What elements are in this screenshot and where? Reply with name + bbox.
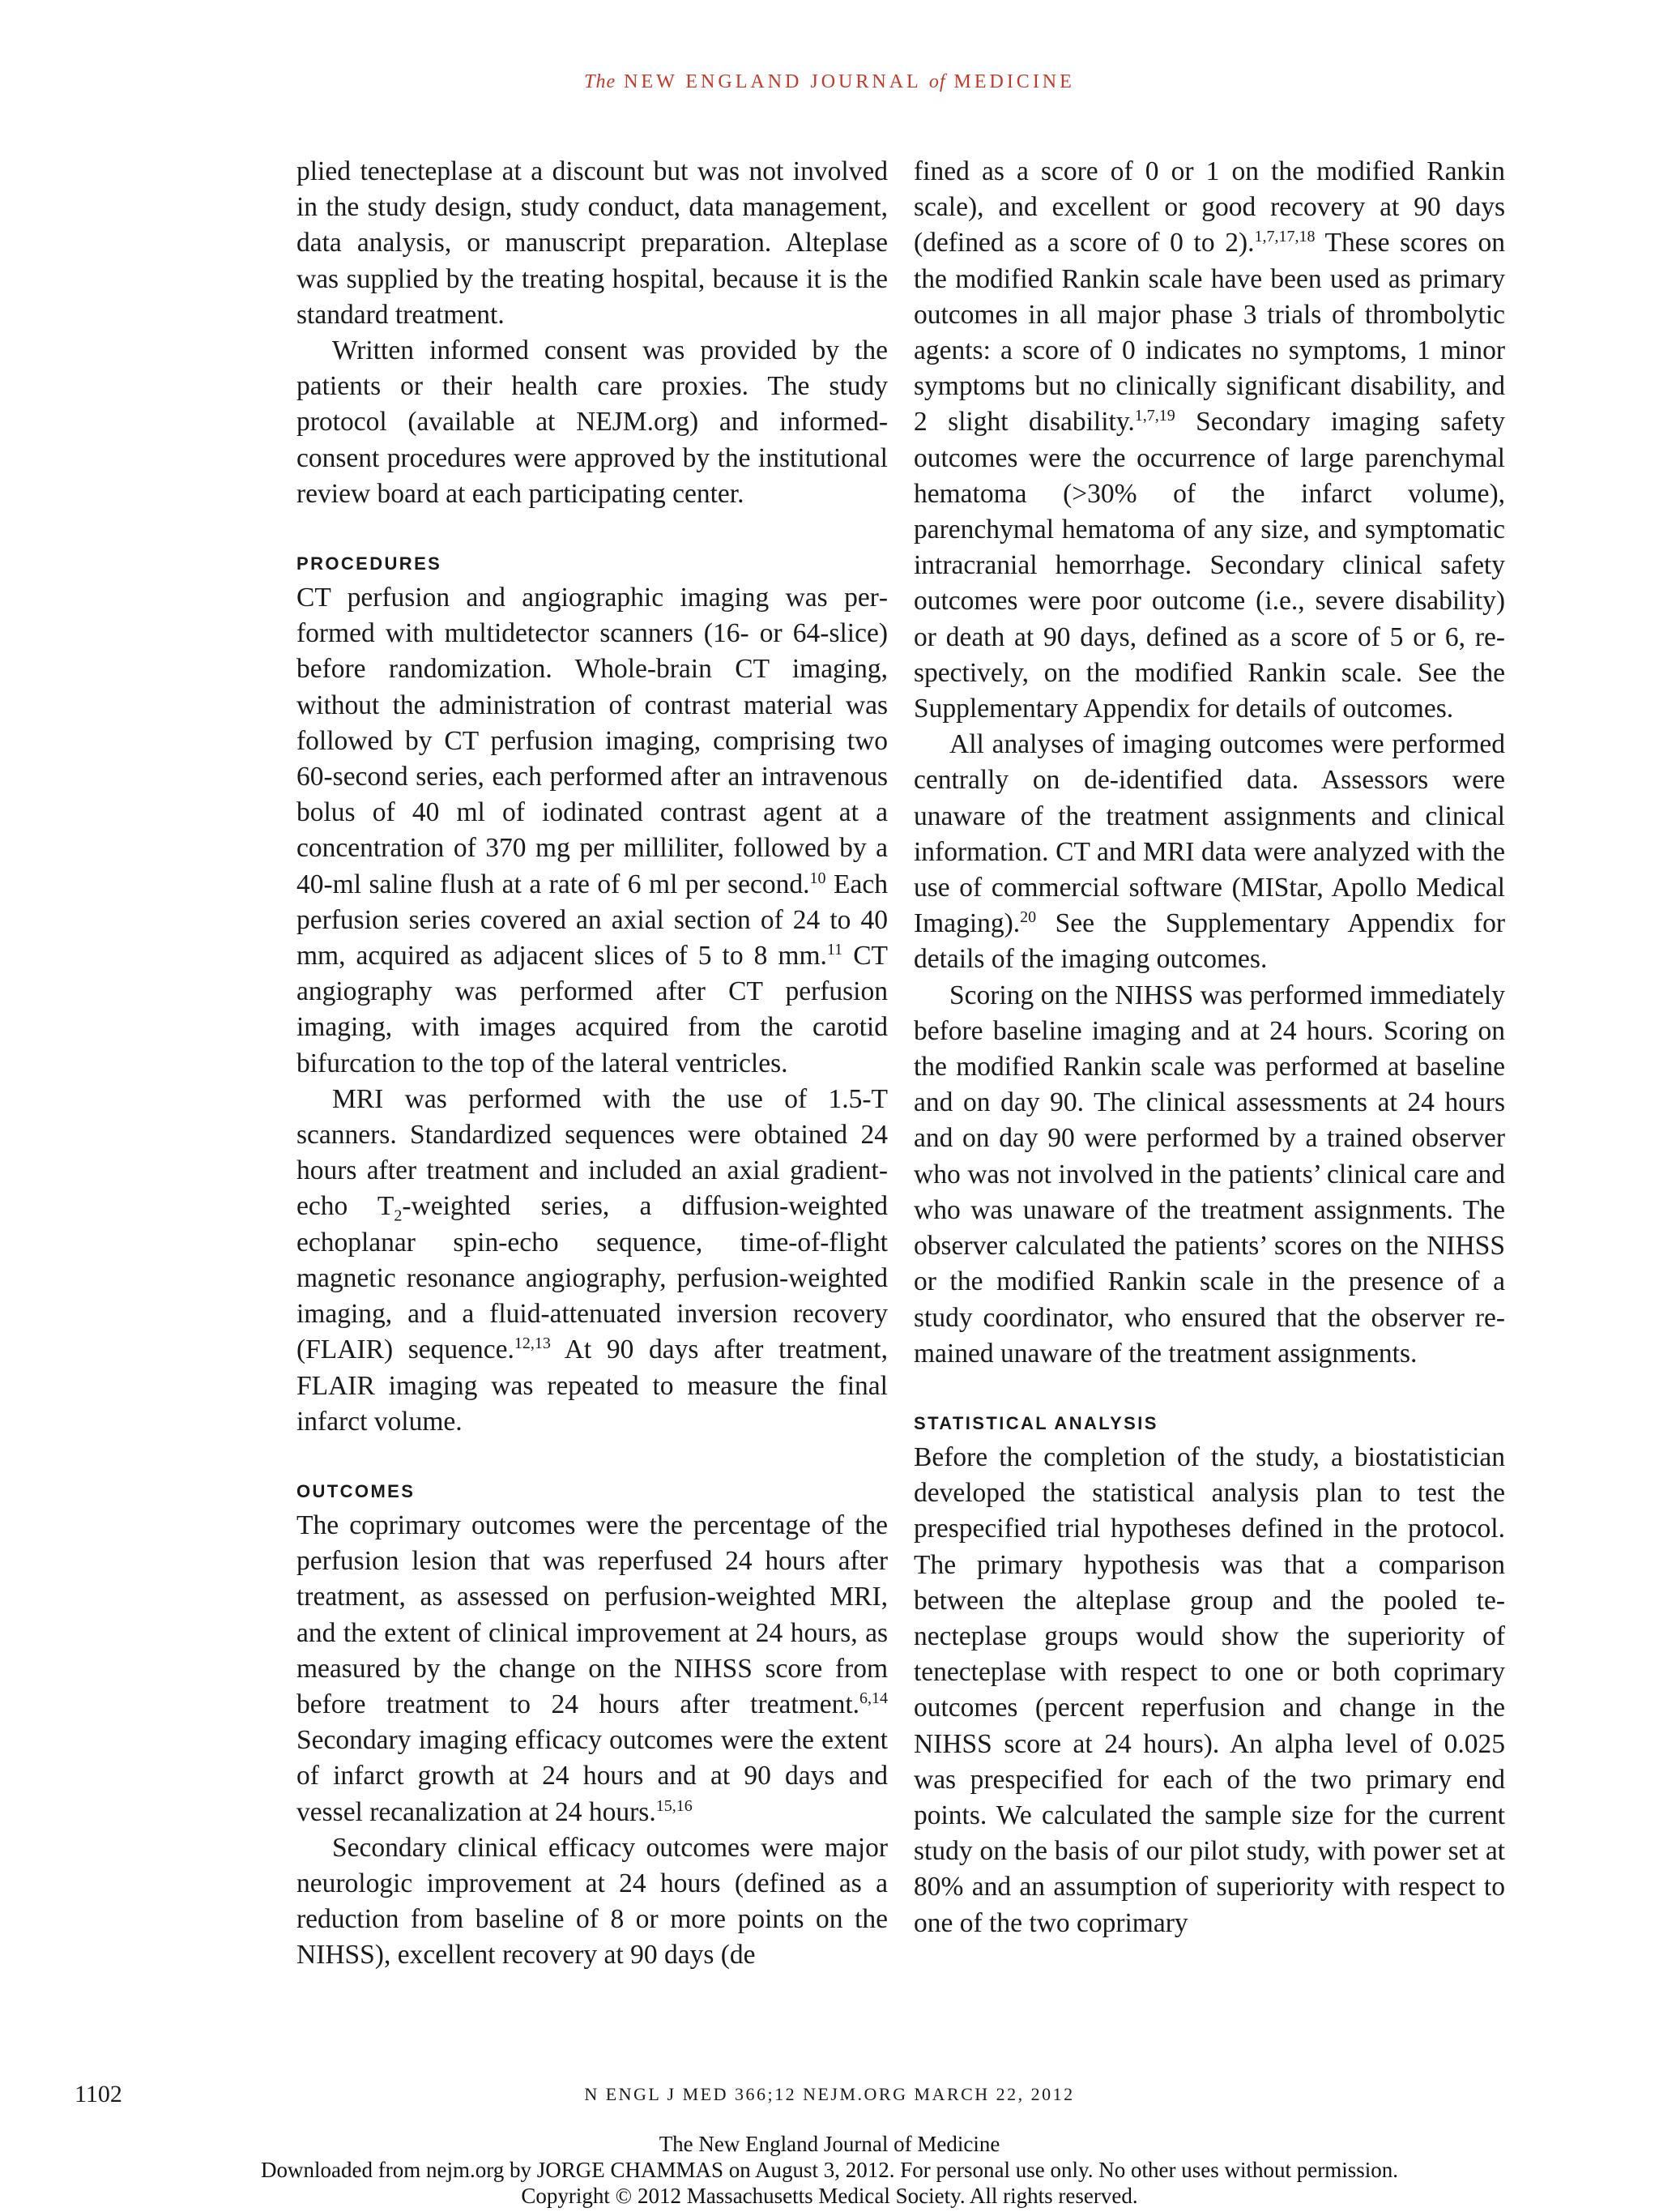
paragraph-text: Secondary imaging efficacy outcomes were the extent of infarct growth at 24 hours and at 90 days and vessel recanalization at 24 hours. bbox=[296, 1725, 888, 1827]
running-head bbox=[0, 71, 1659, 93]
download-notice bbox=[0, 2131, 1659, 2209]
paragraph-text: -weighted series, a diffusion-weighted echoplanar spin-echo sequence, time-of-flight magnetic resonance angiography, perfusion-weighted imaging, and a fluid-attenuated inversion recovery (FLAIR) sequence. bbox=[296, 1191, 888, 1365]
paragraph: Written informed consent was provided by the patients or their health care proxies. The study protocol (available at NEJM.org) and informed-consent procedures were approved by the institutional review board at each participating center. bbox=[296, 335, 888, 509]
paragraph-text: The coprimary outcomes were the percentage of the perfusion lesion that was reperfused 24 hours after treatment, as assessed on perfusion-weighted MRI, and the extent of clinical improvement at 24 hours, as measured by the change on the NIHSS score from before treatment to 24 hours after treatment. bbox=[296, 1510, 888, 1719]
right-column bbox=[914, 154, 1505, 1941]
paragraph: Scoring on the NIHSS was performed immediately before baseline imaging and at 24 hours. Scoring on the modified Rankin scale was performed at baseline and on day 90. The clinical assessments at 24 hours and on day 90 were performed by a trained observer who was not involved in the patients’ clinical care and who was unaware of the treatment assignments. The observer calculated the patients’ scores on the NIHSS or the modified Rankin scale in the presence of a study coordinator, who ensured that the observer remained unaware of the treatment assignments. bbox=[914, 980, 1505, 1369]
reference-superscript: 1,7,17,18 bbox=[1254, 228, 1316, 246]
paragraph bbox=[296, 1508, 888, 1830]
footer-citation: N ENGL J MED 366;12 NEJM.ORG MARCH 22, 2012 bbox=[584, 2084, 1075, 2104]
reference-superscript: 15,16 bbox=[655, 1796, 693, 1815]
left-column bbox=[296, 154, 888, 1974]
paragraph-text: fined as a score of 0 or 1 on the modified Rankin scale), and excellent or good recovery at 90 days (defined as a score of 0 to 2). bbox=[914, 156, 1505, 258]
paragraph bbox=[914, 727, 1505, 977]
journal-title-suffix: MEDICINE bbox=[953, 71, 1075, 92]
paragraph-text: Secondary imaging safety outcomes were the occurrence of large parenchymal hematoma (>30% of the infarct volume), parenchymal hematoma of any size, and symptomatic intracranial hemorrhage. Secondary clinical safety outcomes were poor outcome (i.e., severe disability) or death at 90 days, defined as a score of 5 or 6, respectively, on the modified Rankin scale. See the Supplementary Appendix for details of outcomes. bbox=[914, 407, 1505, 724]
download-notice-journal: The New England Journal of Medicine bbox=[659, 2132, 1000, 2156]
paragraph-text: CT angiography was performed after CT perfusion imaging, with images acquired from the carotid bifurcation to the top of the lateral ventricles. bbox=[296, 941, 889, 1078]
paragraph-text: At 90 days after treatment, FLAIR imaging was repeated to measure the final infarct volume. bbox=[296, 1334, 888, 1437]
reference-superscript: 1,7,19 bbox=[1134, 407, 1175, 425]
page-number: 1102 bbox=[75, 2081, 122, 2107]
paragraph: plied tenecteplase at a discount but was not involved in the study design, study conduct, data management, data analysis, or manuscript preparation. Alteplase was supplied by the treating hospital, because it is the standard treatment. bbox=[296, 156, 888, 330]
reference-superscript: 12,13 bbox=[514, 1334, 551, 1353]
paragraph-text: All analyses of imaging outcomes were performed centrally on de-identified data. Assessors were unaware of the treatment assignments and clinical information. CT and MRI data were analyzed with the use of commercial software (MIStar, Apollo Medical Imaging). bbox=[914, 729, 1505, 939]
journal-title-of: of bbox=[928, 71, 946, 92]
paragraph bbox=[914, 154, 1505, 727]
paragraph bbox=[296, 1082, 888, 1440]
section-heading-statistical-analysis: STATISTICAL ANALYSIS bbox=[914, 1412, 1158, 1433]
subscript: 2 bbox=[394, 1207, 403, 1226]
paragraph bbox=[296, 580, 888, 1082]
paragraph-text: See the Supplementary Appendix for details of the imaging outcomes. bbox=[914, 908, 1505, 975]
journal-title-prefix: The bbox=[584, 71, 616, 92]
reference-superscript: 11 bbox=[826, 940, 843, 959]
section-heading-outcomes: OUTCOMES bbox=[296, 1480, 416, 1501]
reference-superscript: 20 bbox=[1020, 908, 1037, 927]
paragraph-text: These scores on the modified Rankin scale have been used as primary outcomes in all major phase 3 trials of thrombolytic agents: a score of 0 indicates no symptoms, 1 minor symptoms but no clinically significant disability, and 2 slight disability. bbox=[914, 228, 1505, 438]
paragraph-text: MRI was performed with the use of 1.5-T scanners. Standardized sequences were obtained 24 hours after treatment and included an axial gradient-echo T bbox=[296, 1083, 888, 1222]
section-heading-procedures: PROCEDURES bbox=[296, 553, 442, 574]
paragraph-text: CT perfusion and angiographic imaging was performed with multidetector scanners (16- or 64-slice) before randomization. Whole-brain CT imaging, without the administration of contrast material was followed by CT perfusion imaging, comprising two 60-second series, each performed after an intravenous bolus of 40 ml of iodinated contrast agent at a concentration of 370 mg per milliliter, followed by a 40-ml saline flush at a rate of 6 ml per second. bbox=[296, 583, 888, 899]
download-notice-copyright: Copyright © 2012 Massachusetts Medical Society. All rights reserved. bbox=[521, 2184, 1138, 2208]
reference-superscript: 10 bbox=[809, 869, 826, 887]
journal-title-mid: NEW ENGLAND JOURNAL bbox=[624, 71, 921, 92]
download-notice-permission: Downloaded from nejm.org by JORGE CHAMMAS on August 3, 2012. For personal use only. No other uses without permission. bbox=[261, 2158, 1398, 2182]
paragraph: Before the completion of the study, a biostatistician developed the statistical analysis plan to test the prespecified trial hypotheses defined in the protocol. The primary hypothesis was that a comparison between the alteplase group and the pooled tenecteplase groups would show the superiority of tenecteplase with respect to one or both coprimary outcomes (percent reperfusion and change in the NIHSS score at 24 hours). An alpha level of 0.025 was prespecified for each of the two primary end points. We calculated the sample size for the current study on the basis of our pilot study, with power set at 80% and an assumption of superiority with respect to one of the two coprimary bbox=[914, 1441, 1505, 1938]
reference-superscript: 6,14 bbox=[859, 1689, 888, 1707]
paragraph-text: Each perfusion series covered an axial section of 24 to 40 mm, acquired as adjacent slices of 5 to 8 mm. bbox=[296, 869, 888, 971]
paragraph: Secondary clinical efficacy outcomes were major neurologic improvement at 24 hours (defined as a reduction from baseline of 8 or more points on the NIHSS), excellent recovery at 90 days (de bbox=[296, 1832, 888, 1971]
